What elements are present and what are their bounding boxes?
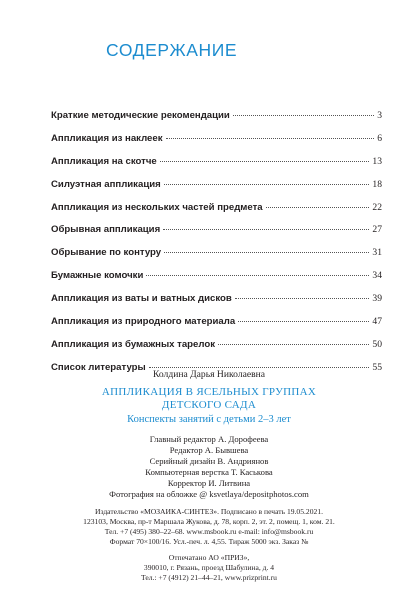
toc-list xyxy=(51,110,382,385)
toc-leader-dots xyxy=(266,207,370,208)
toc-item xyxy=(51,110,382,133)
toc-item-page: 55 xyxy=(372,361,382,373)
toc-item-page: 50 xyxy=(372,338,382,350)
toc-item-page: 13 xyxy=(372,155,382,167)
toc-item-page: 31 xyxy=(372,247,382,259)
toc-item-page: 6 xyxy=(377,132,382,144)
toc-item-page: 3 xyxy=(377,110,382,121)
toc-item-label: Аппликация из наклеек xyxy=(51,132,163,144)
toc-item-label: Список литературы xyxy=(51,361,146,373)
credit-line: Фотография на обложке @ ksvetlaya/depositphotos.com xyxy=(109,489,309,500)
toc-item-page: 34 xyxy=(372,270,382,282)
toc-item-label: Аппликация на скотче xyxy=(51,155,157,167)
toc-item-page: 39 xyxy=(372,293,382,305)
credits xyxy=(0,434,418,501)
credit-line: Компьютерная верстка Т. Каськова xyxy=(145,467,273,478)
imprint-block xyxy=(0,369,418,583)
toc-item-page: 47 xyxy=(372,316,382,328)
toc-leader-dots xyxy=(218,344,369,345)
toc-item-label: Краткие методические рекомендации xyxy=(51,110,230,121)
toc-item xyxy=(51,270,382,293)
toc-item xyxy=(51,156,382,179)
publisher-line: 123103, Москва, пр-т Маршала Жукова, д. 78, корп. 2, эт. 2, помещ. 1, ком. 21. xyxy=(83,516,335,526)
toc-leader-dots xyxy=(149,367,370,368)
toc-item-page: 22 xyxy=(372,201,382,213)
book-title xyxy=(0,386,418,411)
toc-item-page: 18 xyxy=(372,178,382,190)
publisher-line: Издательство «МОЗАИКА-СИНТЕЗ». Подписано в печать 19.05.2021. xyxy=(94,506,324,516)
toc-leader-dots xyxy=(146,275,369,276)
toc-item-label: Обрывание по контуру xyxy=(51,247,162,259)
toc-item xyxy=(51,316,382,339)
toc-item-label: Аппликация из ваты и ватных дисков xyxy=(51,293,232,305)
toc-leader-dots xyxy=(164,252,369,253)
toc-item xyxy=(51,224,382,247)
credit-line: Главный редактор А. Дорофеева xyxy=(149,434,269,444)
printer-line: Отпечатано АО «ПРИЗ», xyxy=(168,552,250,562)
author-name: Колдина Дарья Николаевна xyxy=(152,369,266,380)
toc-leader-dots xyxy=(164,184,370,185)
toc-leader-dots xyxy=(163,229,369,230)
toc-leader-dots xyxy=(160,161,370,162)
toc-leader-dots xyxy=(238,321,369,322)
printer-line: 390010, г. Рязань, проезд Шабулина, д. 4 xyxy=(143,562,275,572)
toc-item-label: Аппликация из бумажных тарелок xyxy=(51,338,216,350)
toc-item xyxy=(51,179,382,202)
toc-item xyxy=(51,247,382,270)
toc-item-label: Бумажные комочки xyxy=(51,270,144,282)
toc-leader-dots xyxy=(233,115,374,116)
printer-line: Тел.: +7 (4912) 21–44–21, www.prizprint.ru xyxy=(141,572,277,582)
book-subtitle: Конспекты занятий с детьми 2–3 лет xyxy=(127,414,291,425)
toc-item xyxy=(51,293,382,316)
toc-item xyxy=(51,339,382,362)
credit-line: Корректор И. Литвина xyxy=(167,478,251,489)
toc-leader-dots xyxy=(235,298,370,299)
publisher-line: Тел. +7 (495) 380–22–68. www.msbook.ru e-mail: info@msbook.ru xyxy=(104,526,314,536)
toc-item-label: Обрывная аппликация xyxy=(51,224,161,236)
toc-item-label: Аппликация из нескольких частей предмета xyxy=(51,201,263,213)
toc-leader-dots xyxy=(166,138,375,139)
credit-line: Редактор А. Бывшева xyxy=(169,445,249,456)
toc-item xyxy=(51,133,382,156)
toc-item xyxy=(51,202,382,225)
toc-item-label: Силуэтная аппликация xyxy=(51,178,161,190)
book-title-line: АППЛИКАЦИЯ В ЯСЕЛЬНЫХ ГРУППАХ xyxy=(101,386,317,398)
publisher-line: Формат 70×100/16. Усл.-печ. л. 4,55. Тираж 5000 экз. Заказ № xyxy=(109,536,309,546)
printer-info xyxy=(0,553,418,583)
book-title-line: ДЕТСКОГО САДА xyxy=(161,398,257,411)
toc-item-page: 27 xyxy=(372,224,382,236)
toc-title: СОДЕРЖАНИЕ xyxy=(106,40,238,60)
credit-line: Серийный дизайн В. Андриянов xyxy=(149,456,269,467)
toc-item-label: Аппликация из природного материала xyxy=(51,316,236,328)
publisher-info xyxy=(0,507,418,547)
